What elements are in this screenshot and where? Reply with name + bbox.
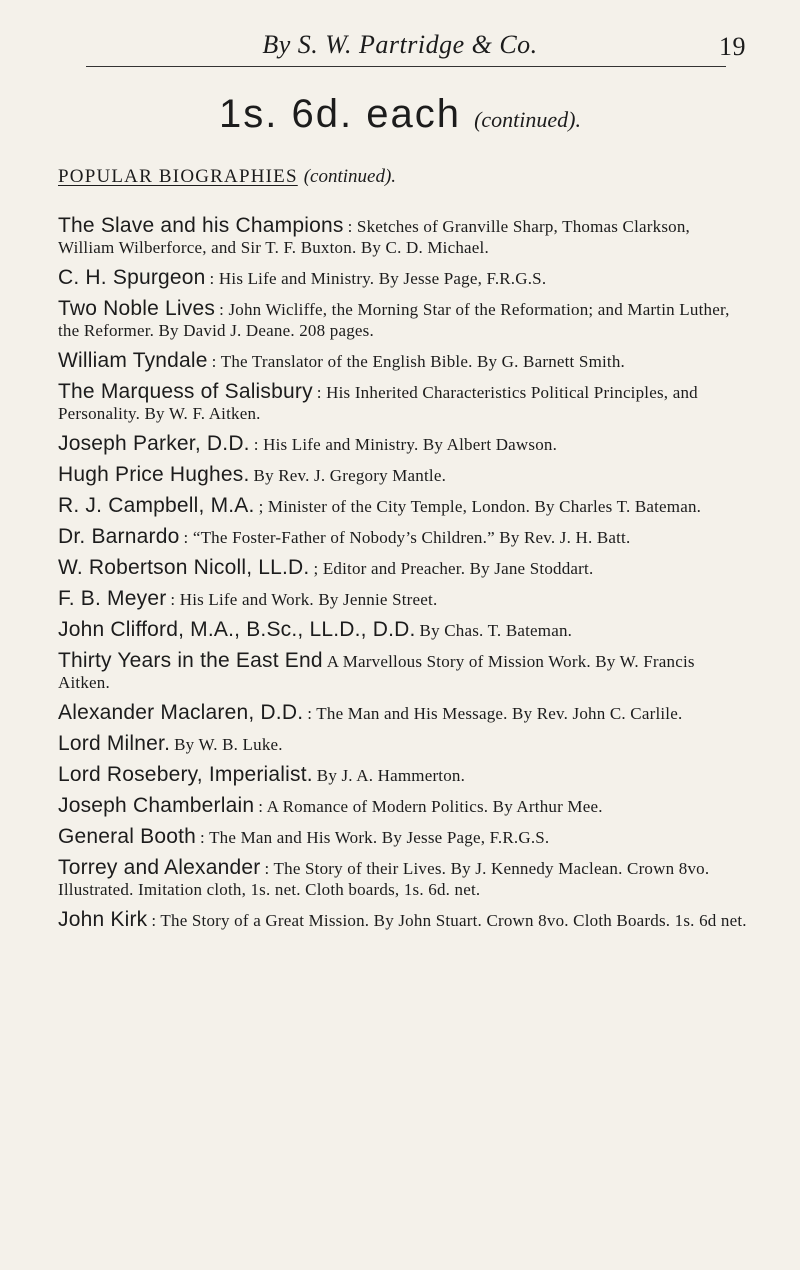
book-title: The Slave and his Champions — [58, 214, 344, 237]
book-description: : His Life and Work. By Jennie Street. — [170, 590, 438, 609]
book-title: Joseph Chamberlain — [58, 794, 255, 817]
book-description: : His Life and Ministry. By Jesse Page, F.R.G.S. — [209, 269, 547, 288]
book-description: A Marvellous Story of Mission Work. By W. Francis Aitken. — [58, 652, 695, 692]
book-title: The Marquess of Salisbury — [58, 380, 313, 403]
publisher-line: By S. W. Partridge & Co. — [262, 30, 538, 59]
book-entry — [58, 496, 748, 518]
book-description: : John Wicliffe, the Morning Star of the Reformation; and Martin Luther, the Reformer. By David J. Deane. 208 pages. — [58, 300, 730, 340]
book-entry — [58, 620, 748, 642]
book-description: : The Man and His Work. By Jesse Page, F.R.G.S. — [200, 828, 550, 847]
book-description: : His Inherited Characteristics Political Principles, and Personality. By W. F. Aitken. — [58, 383, 698, 423]
book-entry — [58, 589, 748, 611]
book-description: ; Minister of the City Temple, London. By Charles T. Bateman. — [258, 497, 702, 516]
book-description: By J. A. Hammerton. — [316, 766, 466, 785]
book-title: Torrey and Alexander — [58, 856, 261, 879]
book-title: F. B. Meyer — [58, 587, 167, 610]
book-title: Two Noble Lives — [58, 297, 216, 320]
book-description: : His Life and Ministry. By Albert Dawson. — [253, 435, 558, 454]
book-title: General Booth — [58, 825, 197, 848]
book-title: C. H. Spurgeon — [58, 266, 206, 289]
book-title: Lord Rosebery, Imperialist. — [58, 763, 313, 786]
book-entry — [58, 268, 748, 290]
book-title: R. J. Campbell, M.A. — [58, 494, 255, 517]
book-entry — [58, 465, 748, 487]
book-title: Hugh Price Hughes. — [58, 463, 250, 486]
category-note: (continued). — [303, 166, 397, 187]
book-entry — [58, 434, 748, 456]
book-entry — [58, 558, 748, 580]
book-entry — [58, 527, 748, 549]
book-description: By Rev. J. Gregory Mantle. — [253, 466, 447, 485]
book-title: W. Robertson Nicoll, LL.D. — [58, 556, 310, 579]
book-entry — [58, 910, 748, 932]
book-entry — [58, 827, 748, 849]
category-heading — [58, 166, 396, 188]
book-entry — [58, 734, 748, 756]
book-title: Lord Milner. — [58, 732, 171, 755]
book-entry — [58, 703, 748, 725]
book-entry — [58, 382, 748, 425]
category-label: POPULAR BIOGRAPHIES — [58, 166, 298, 187]
book-description: ; Editor and Preacher. By Jane Stoddart. — [313, 559, 594, 578]
book-title: Thirty Years in the East End — [58, 649, 323, 672]
book-description: : The Story of a Great Mission. By John Stuart. Crown 8vo. Cloth Boards. 1s. 6d net. — [151, 911, 747, 930]
book-description: : A Romance of Modern Politics. By Arthur Mee. — [258, 797, 603, 816]
price-title: 1s. 6d. each — [219, 92, 461, 136]
book-entry — [58, 651, 748, 694]
book-entry — [58, 351, 748, 373]
book-title: Joseph Parker, D.D. — [58, 432, 250, 455]
book-title: Dr. Barnardo — [58, 525, 180, 548]
book-description: By Chas. T. Bateman. — [419, 621, 573, 640]
page-number: 19 — [719, 32, 746, 61]
book-description: : “The Foster-Father of Nobody’s Children.” By Rev. J. H. Batt. — [183, 528, 631, 547]
price-title-note: (continued). — [474, 107, 581, 132]
book-entry — [58, 216, 748, 259]
book-entry — [58, 858, 748, 901]
book-title: John Kirk — [58, 908, 148, 931]
book-description: : The Story of their Lives. By J. Kennedy Maclean. Crown 8vo. Illustrated. Imitation cloth, 1s. net. Cloth boards, 1s. 6d. net. — [58, 859, 710, 899]
price-heading — [0, 92, 800, 137]
book-list — [58, 216, 748, 941]
book-description: : The Man and His Message. By Rev. John C. Carlile. — [307, 704, 683, 723]
header-rule — [86, 66, 726, 67]
book-entry — [58, 796, 748, 818]
book-description: By W. B. Luke. — [174, 735, 283, 754]
book-entry — [58, 299, 748, 342]
book-title: John Clifford, M.A., B.Sc., LL.D., D.D. — [58, 618, 416, 641]
book-title: William Tyndale — [58, 349, 208, 372]
book-entry — [58, 765, 748, 787]
book-title: Alexander Maclaren, D.D. — [58, 701, 304, 724]
running-head — [0, 30, 800, 64]
book-description: : The Translator of the English Bible. By G. Barnett Smith. — [211, 352, 626, 371]
book-description: : Sketches of Granville Sharp, Thomas Clarkson, William Wilberforce, and Sir T. F. Buxton. By C. D. Michael. — [58, 217, 690, 257]
